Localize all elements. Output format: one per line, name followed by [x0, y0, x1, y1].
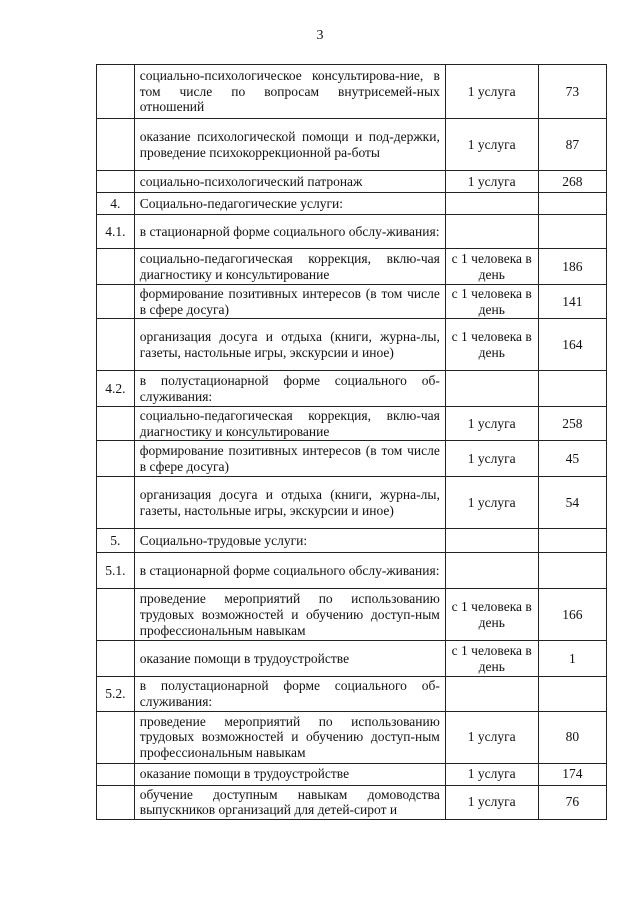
row-number — [97, 319, 135, 371]
service-name: оказание помощи в трудоустройстве — [134, 641, 445, 677]
tariff-value — [538, 553, 606, 589]
table-row — [97, 171, 607, 193]
row-number — [97, 477, 135, 529]
table-row — [97, 589, 607, 641]
table-row — [97, 285, 607, 319]
tariff-value: 87 — [538, 119, 606, 171]
table-row — [97, 785, 607, 819]
row-number — [97, 65, 135, 119]
unit-of-measure: 1 услуга — [445, 119, 538, 171]
tariff-value: 54 — [538, 477, 606, 529]
unit-of-measure: 1 услуга — [445, 65, 538, 119]
row-number: 4.2. — [97, 371, 135, 407]
service-name: социально-педагогическая коррекция, вклю-чая диагностику и консультирование — [134, 249, 445, 285]
tariff-value: 73 — [538, 65, 606, 119]
service-name: оказание психологической помощи и под-держки, проведение психокоррекционной ра-боты — [134, 119, 445, 171]
unit-of-measure — [445, 529, 538, 553]
table-row — [97, 119, 607, 171]
tariff-value — [538, 529, 606, 553]
table-row — [97, 215, 607, 249]
unit-of-measure: 1 услуга — [445, 785, 538, 819]
unit-of-measure: 1 услуга — [445, 441, 538, 477]
unit-of-measure: с 1 человека в день — [445, 589, 538, 641]
page-number: 3 — [316, 28, 324, 43]
tariff-value: 174 — [538, 763, 606, 785]
tariff-value — [538, 215, 606, 249]
tariff-value: 166 — [538, 589, 606, 641]
unit-of-measure — [445, 193, 538, 215]
service-name: в стационарной форме социального обслу-живания: — [134, 215, 445, 249]
row-number: 5.2. — [97, 677, 135, 711]
tariff-value: 258 — [538, 407, 606, 441]
service-name: социально-психологическое консультирова-ние, в том числе по вопросам внутрисемей-ных отношений — [134, 65, 445, 119]
row-number — [97, 441, 135, 477]
unit-of-measure — [445, 215, 538, 249]
row-number — [97, 589, 135, 641]
table-row — [97, 641, 607, 677]
table-row — [97, 65, 607, 119]
table-row — [97, 763, 607, 785]
tariff-value: 164 — [538, 319, 606, 371]
row-number: 4. — [97, 193, 135, 215]
table-row — [97, 371, 607, 407]
table-row — [97, 249, 607, 285]
tariff-value: 76 — [538, 785, 606, 819]
tariff-value: 268 — [538, 171, 606, 193]
tariff-value — [538, 371, 606, 407]
unit-of-measure — [445, 371, 538, 407]
unit-of-measure: с 1 человека в день — [445, 249, 538, 285]
tariff-value: 45 — [538, 441, 606, 477]
services-table — [96, 64, 607, 820]
tariff-value: 186 — [538, 249, 606, 285]
unit-of-measure: 1 услуга — [445, 711, 538, 763]
row-number — [97, 171, 135, 193]
row-number — [97, 763, 135, 785]
service-name: организация досуга и отдыха (книги, журна-лы, газеты, настольные игры, экскурсии и иное) — [134, 319, 445, 371]
row-number: 4.1. — [97, 215, 135, 249]
tariff-value: 1 — [538, 641, 606, 677]
unit-of-measure — [445, 677, 538, 711]
service-name: обучение доступным навыкам домоводства выпускников организаций для детей-сирот и — [134, 785, 445, 819]
row-number — [97, 119, 135, 171]
row-number: 5. — [97, 529, 135, 553]
unit-of-measure: 1 услуга — [445, 407, 538, 441]
unit-of-measure: с 1 человека в день — [445, 319, 538, 371]
row-number — [97, 285, 135, 319]
table-row — [97, 677, 607, 711]
table-row — [97, 529, 607, 553]
service-name: социально-педагогическая коррекция, вклю-чая диагностику и консультирование — [134, 407, 445, 441]
unit-of-measure: с 1 человека в день — [445, 641, 538, 677]
row-number — [97, 785, 135, 819]
tariff-value — [538, 677, 606, 711]
service-name: в полустационарной форме социального об-служивания: — [134, 677, 445, 711]
service-name: проведение мероприятий по использованию трудовых возможностей и обучению доступ-ным профессиональным навыкам — [134, 711, 445, 763]
services-table-body — [97, 65, 607, 820]
table-row — [97, 407, 607, 441]
unit-of-measure: 1 услуга — [445, 477, 538, 529]
unit-of-measure: 1 услуга — [445, 763, 538, 785]
table-row — [97, 441, 607, 477]
table-row — [97, 319, 607, 371]
service-name: организация досуга и отдыха (книги, журна-лы, газеты, настольные игры, экскурсии и иное) — [134, 477, 445, 529]
table-row — [97, 553, 607, 589]
unit-of-measure: с 1 человека в день — [445, 285, 538, 319]
table-row — [97, 477, 607, 529]
service-name: оказание помощи в трудоустройстве — [134, 763, 445, 785]
service-name: проведение мероприятий по использованию трудовых возможностей и обучению доступ-ным профессиональным навыкам — [134, 589, 445, 641]
tariff-value: 141 — [538, 285, 606, 319]
tariff-value: 80 — [538, 711, 606, 763]
service-name: в стационарной форме социального обслу-живания: — [134, 553, 445, 589]
service-name: формирование позитивных интересов (в том числе в сфере досуга) — [134, 441, 445, 477]
table-row — [97, 193, 607, 215]
row-number: 5.1. — [97, 553, 135, 589]
row-number — [97, 711, 135, 763]
tariff-value — [538, 193, 606, 215]
service-name: Социально-трудовые услуги: — [134, 529, 445, 553]
unit-of-measure: 1 услуга — [445, 171, 538, 193]
service-name: в полустационарной форме социального об-служивания: — [134, 371, 445, 407]
table-row — [97, 711, 607, 763]
row-number — [97, 407, 135, 441]
service-name: формирование позитивных интересов (в том числе в сфере досуга) — [134, 285, 445, 319]
service-name: социально-психологический патронаж — [134, 171, 445, 193]
row-number — [97, 641, 135, 677]
row-number — [97, 249, 135, 285]
service-name: Социально-педагогические услуги: — [134, 193, 445, 215]
unit-of-measure — [445, 553, 538, 589]
